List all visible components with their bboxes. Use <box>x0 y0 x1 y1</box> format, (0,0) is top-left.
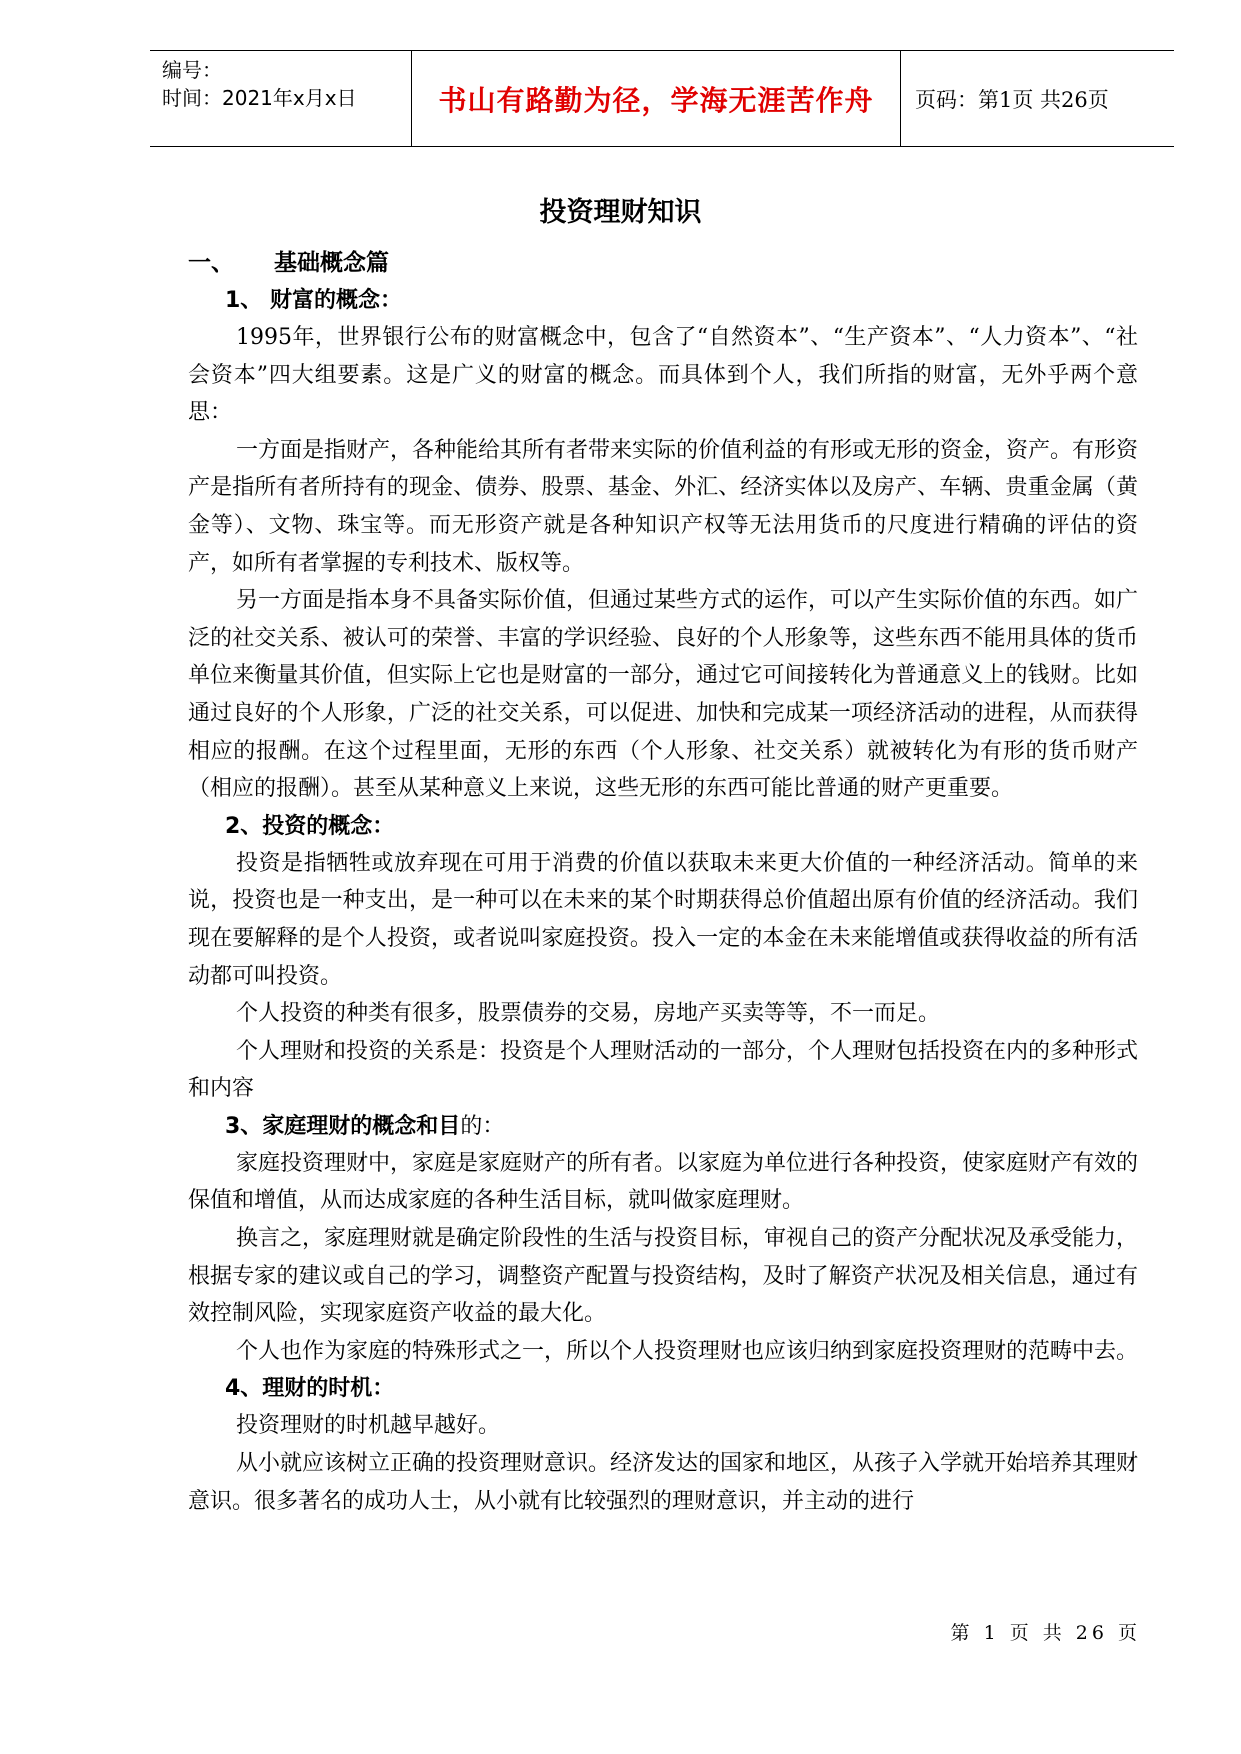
paragraph: 个人理财和投资的关系是：投资是个人理财活动的一部分，个人理财包括投资在内的多种形式和内容 <box>188 1038 1139 1102</box>
subsection-heading-text: 3、家庭理财的概念和目 <box>225 1113 461 1139</box>
paragraph: 个人投资的种类有很多，股票债券的交易，房地产买卖等等，不一而足。 <box>236 1001 941 1027</box>
header-page-label: 页码：第1页 共26页 <box>915 87 1109 112</box>
document-title: 投资理财知识 <box>539 197 702 228</box>
header-motto: 书山有路勤为径，学海无涯苦作舟 <box>412 51 901 146</box>
subsection-heading-investment: 2、投资的概念： <box>225 813 395 839</box>
subsection-heading-timing: 4、理财的时机： <box>225 1376 395 1402</box>
paragraph: 另一方面是指本身不具备实际价值，但通过某些方式的运作，可以产生实际价值的东西。如广泛的社交关系、被认可的荣誉、丰富的学识经验、良好的个人形象等，这些东西不能用具体的货币单位来衡量其价值，但实际上它也是财富的一部分，通过它可间接转化为普通意义上的钱财。比如通过良好的个人形象，广泛的社交关系，可以促进、加快和完成某一项经济活动的进程，从而获得相应的报酬。在这个过程里面，无形的东西（个人形象、社交关系）就被转化为有形的货币财产（相应的报酬）。甚至从某种意义上来说，这些无形的东西可能比普通的财产更重要。 <box>188 588 1139 802</box>
header-meta <box>150 51 412 146</box>
paragraph: 投资理财的时机越早越好。 <box>236 1413 501 1439</box>
paragraph: 投资是指牺牲或放弃现在可用于消费的价值以获取未来更大价值的一种经济活动。简单的来说，投资也是一种支出，是一种可以在未来的某个时期获得总价值超出原有价值的经济活动。我们现在要解释的是个人投资，或者说叫家庭投资。投入一定的本金在未来能增值或获得收益的所有活动都可叫投资。 <box>188 850 1138 989</box>
paragraph: 1995年，世界银行公布的财富概念中，包含了“自然资本”、“生产资本”、“人力资本”、“社会资本”四大组要素。这是广义的财富的概念。而具体到个人，我们所指的财富，无外乎两个意思： <box>188 325 1138 426</box>
paragraph: 家庭投资理财中，家庭是家庭财产的所有者。以家庭为单位进行各种投资，使家庭财产有效的保值和增值，从而达成家庭的各种生活目标，就叫做家庭理财。 <box>188 1150 1139 1214</box>
paragraph: 换言之，家庭理财就是确定阶段性的生活与投资目标，审视自己的资产分配状况及承受能力，根据专家的建议或自己的学习，调整资产配置与投资结构，及时了解资产状况及相关信息，通过有效控制风险，实现家庭资产收益的最大化。 <box>188 1226 1139 1327</box>
section-number: 一、 <box>188 250 234 276</box>
subsection-heading-tail: 的： <box>460 1113 505 1139</box>
paragraph: 一方面是指财产，各种能给其所有者带来实际的价值利益的有形或无形的资金，资产。有形资产是指所有者所持有的现金、债券、股票、基金、外汇、经济实体以及房产、车辆、贵重金属（黄金等）、文物、珠宝等。而无形资产就是各种知识产权等无法用货币的尺度进行精确的评估的资产，如所有者掌握的专利技术、版权等。 <box>188 437 1139 576</box>
page-header <box>150 50 1174 147</box>
paragraph: 从小就应该树立正确的投资理财意识。经济发达的国家和地区，从孩子入学就开始培养其理财意识。很多著名的成功人士，从小就有比较强烈的理财意识，并主动的进行 <box>188 1451 1139 1514</box>
doc-time-label: 时间：2021年x月x日 <box>162 86 357 110</box>
page-footer: 第 1 页 共 26 页 <box>950 1622 1141 1644</box>
section-title: 基础概念篇 <box>274 250 389 276</box>
subsection-heading-family-finance <box>188 1108 1138 1145</box>
subsection-heading-wealth: 1、 财富的概念： <box>225 288 402 313</box>
doc-number-label: 编号： <box>162 58 222 82</box>
section-heading <box>188 245 1138 282</box>
document-body <box>188 245 1138 1520</box>
paragraph: 个人也作为家庭的特殊形式之一，所以个人投资理财也应该归纳到家庭投资理财的范畴中去。 <box>236 1338 1139 1364</box>
